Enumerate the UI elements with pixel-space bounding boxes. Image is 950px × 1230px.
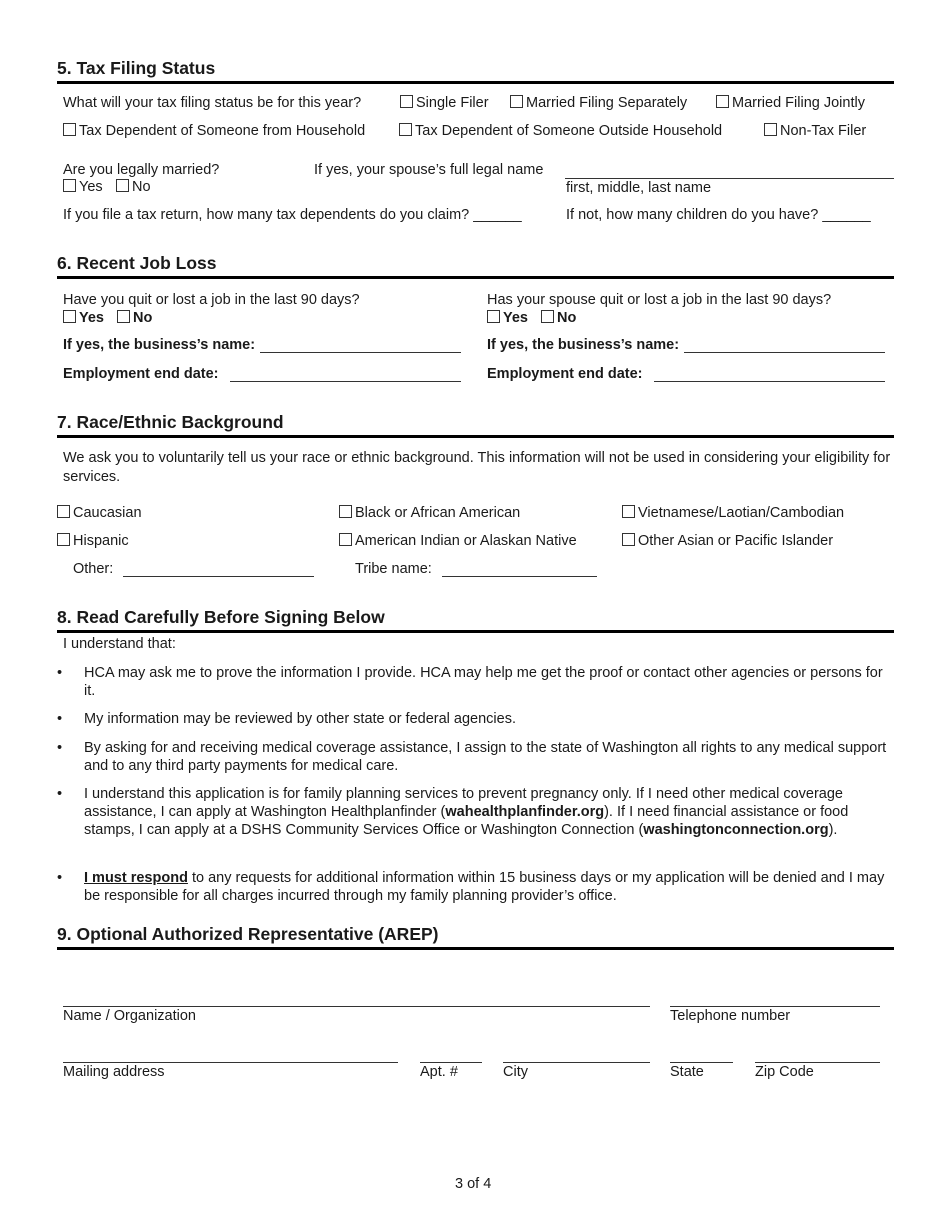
- hispanic-option[interactable]: Hispanic: [57, 533, 129, 549]
- spouse-end-date-label: Employment end date:: [487, 366, 643, 382]
- section-5-title: 5. Tax Filing Status: [57, 58, 216, 78]
- married-no-option[interactable]: No: [116, 179, 151, 195]
- business-name-field[interactable]: [260, 352, 461, 353]
- zip-field[interactable]: [755, 1062, 880, 1063]
- spouse-business-name-field[interactable]: [684, 352, 885, 353]
- bullet-icon: •: [57, 711, 63, 727]
- married-jointly-option[interactable]: Married Filing Jointly: [716, 95, 865, 111]
- checkbox-icon[interactable]: [510, 95, 523, 108]
- washingtonconnection-link[interactable]: washingtonconnection.org: [643, 822, 829, 838]
- bullet-icon: •: [57, 786, 63, 802]
- checkbox-icon[interactable]: [117, 310, 130, 323]
- married-yes-option[interactable]: Yes: [63, 179, 103, 195]
- job-loss-no-option[interactable]: No: [117, 310, 152, 326]
- section-7-title: 7. Race/Ethnic Background: [57, 412, 284, 432]
- bullet-icon: •: [57, 870, 63, 886]
- mailing-address-field[interactable]: [63, 1062, 398, 1063]
- apt-field[interactable]: [420, 1062, 482, 1063]
- telephone-label: Telephone number: [670, 1008, 791, 1024]
- must-respond-emphasis: I must respond: [84, 870, 188, 886]
- race-intro: We ask you to voluntarily tell us your race or ethnic background. This information will not be used in considering your eligibility for services.: [63, 450, 891, 485]
- dependent-outside-option[interactable]: Tax Dependent of Someone Outside Household: [399, 123, 722, 139]
- end-date-field[interactable]: [230, 381, 461, 382]
- spouse-job-loss-question: Has your spouse quit or lost a job in the last 90 days?: [487, 292, 832, 308]
- caucasian-option[interactable]: Caucasian: [57, 505, 142, 521]
- children-question: If not, how many children do you have? ______: [566, 207, 871, 223]
- section-6-rule: [57, 276, 894, 279]
- section-9-title: 9. Optional Authorized Representative (AREP): [57, 924, 439, 944]
- bullet-icon: •: [57, 665, 63, 681]
- checkbox-icon[interactable]: [116, 179, 129, 192]
- spouse-business-name-label: If yes, the business’s name:: [487, 337, 680, 353]
- mailing-address-label: Mailing address: [63, 1064, 165, 1080]
- other-asian-option[interactable]: Other Asian or Pacific Islander: [622, 533, 833, 549]
- tax-status-question: What will your tax filing status be for this year?: [63, 95, 362, 111]
- checkbox-icon[interactable]: [622, 533, 635, 546]
- city-field[interactable]: [503, 1062, 650, 1063]
- checkbox-icon[interactable]: [339, 533, 352, 546]
- dependent-household-option[interactable]: Tax Dependent of Someone from Household: [63, 123, 365, 139]
- spouse-job-loss-no-option[interactable]: No: [541, 310, 576, 326]
- job-loss-question: Have you quit or lost a job in the last 90 days?: [63, 292, 360, 308]
- checkbox-icon[interactable]: [400, 95, 413, 108]
- name-organization-label: Name / Organization: [63, 1008, 196, 1024]
- job-loss-yes-option[interactable]: Yes: [63, 310, 104, 326]
- section-6-title: 6. Recent Job Loss: [57, 253, 217, 273]
- black-option[interactable]: Black or African American: [339, 505, 520, 521]
- list-item: • By asking for and receiving medical coverage assistance, I assign to the state of Washington all rights to any medical support and to any third party payments for medical care.: [57, 740, 887, 774]
- list-item: • I must respond to any requests for additional information within 15 business days or my application will be denied and I may be responsible for all charges incurred through my family planning provider’s office.: [57, 870, 885, 904]
- tribe-name-label: Tribe name:: [355, 561, 432, 577]
- list-item: • My information may be reviewed by other state or federal agencies.: [57, 711, 516, 727]
- understand-intro: I understand that:: [63, 636, 176, 652]
- state-field[interactable]: [670, 1062, 733, 1063]
- non-tax-filer-option[interactable]: Non-Tax Filer: [764, 123, 866, 139]
- tribe-name-field[interactable]: [442, 576, 597, 577]
- zip-label: Zip Code: [755, 1064, 814, 1080]
- spouse-job-loss-yes-option[interactable]: Yes: [487, 310, 528, 326]
- vietnamese-option[interactable]: Vietnamese/Laotian/Cambodian: [622, 505, 844, 521]
- spouse-name-label: If yes, your spouse’s full legal name: [314, 162, 544, 178]
- tax-dependents-question: If you file a tax return, how many tax dependents do you claim? ______: [63, 207, 522, 223]
- section-8-title: 8. Read Carefully Before Signing Below: [57, 607, 385, 627]
- checkbox-icon[interactable]: [764, 123, 777, 136]
- checkbox-icon[interactable]: [63, 310, 76, 323]
- checkbox-icon[interactable]: [63, 123, 76, 136]
- spouse-name-hint: first, middle, last name: [566, 180, 712, 196]
- end-date-label: Employment end date:: [63, 366, 219, 382]
- checkbox-icon[interactable]: [63, 179, 76, 192]
- healthplanfinder-link[interactable]: wahealthplanfinder.org: [445, 804, 605, 820]
- checkbox-icon[interactable]: [57, 505, 70, 518]
- married-separately-option[interactable]: Married Filing Separately: [510, 95, 687, 111]
- city-label: City: [503, 1064, 528, 1080]
- checkbox-icon[interactable]: [716, 95, 729, 108]
- list-item: • I understand this application is for family planning services to prevent pregnancy only. If I need other medical coverage assistance, I can apply at Washington Healthplanfinder (wahealthplanfinder.org). If I need financial assistance or food stamps, I can apply at a DSHS Community Services Office or Washington Connection (washingtonconnection.org).: [57, 786, 849, 838]
- bullet-icon: •: [57, 740, 63, 756]
- checkbox-icon[interactable]: [57, 533, 70, 546]
- checkbox-icon[interactable]: [541, 310, 554, 323]
- page-number: 3 of 4: [455, 1176, 492, 1192]
- state-label: State: [670, 1064, 704, 1080]
- section-8-rule: [57, 630, 894, 633]
- spouse-end-date-field[interactable]: [654, 381, 885, 382]
- married-question: Are you legally married?: [63, 162, 220, 178]
- checkbox-icon[interactable]: [339, 505, 352, 518]
- checkbox-icon[interactable]: [622, 505, 635, 518]
- other-race-label: Other:: [73, 561, 114, 577]
- native-option[interactable]: American Indian or Alaskan Native: [339, 533, 577, 549]
- list-item: • HCA may ask me to prove the information I provide. HCA may help me get the proof or contact other agencies or persons for it.: [57, 665, 883, 699]
- telephone-field[interactable]: [670, 1006, 880, 1007]
- single-filer-option[interactable]: Single Filer: [400, 95, 489, 111]
- spouse-name-field[interactable]: [565, 178, 894, 179]
- section-7-rule: [57, 435, 894, 438]
- other-race-field[interactable]: [123, 576, 314, 577]
- business-name-label: If yes, the business’s name:: [63, 337, 256, 353]
- checkbox-icon[interactable]: [487, 310, 500, 323]
- apt-label: Apt. #: [420, 1064, 458, 1080]
- name-organization-field[interactable]: [63, 1006, 650, 1007]
- section-9-rule: [57, 947, 894, 950]
- section-5-rule: [57, 81, 894, 84]
- checkbox-icon[interactable]: [399, 123, 412, 136]
